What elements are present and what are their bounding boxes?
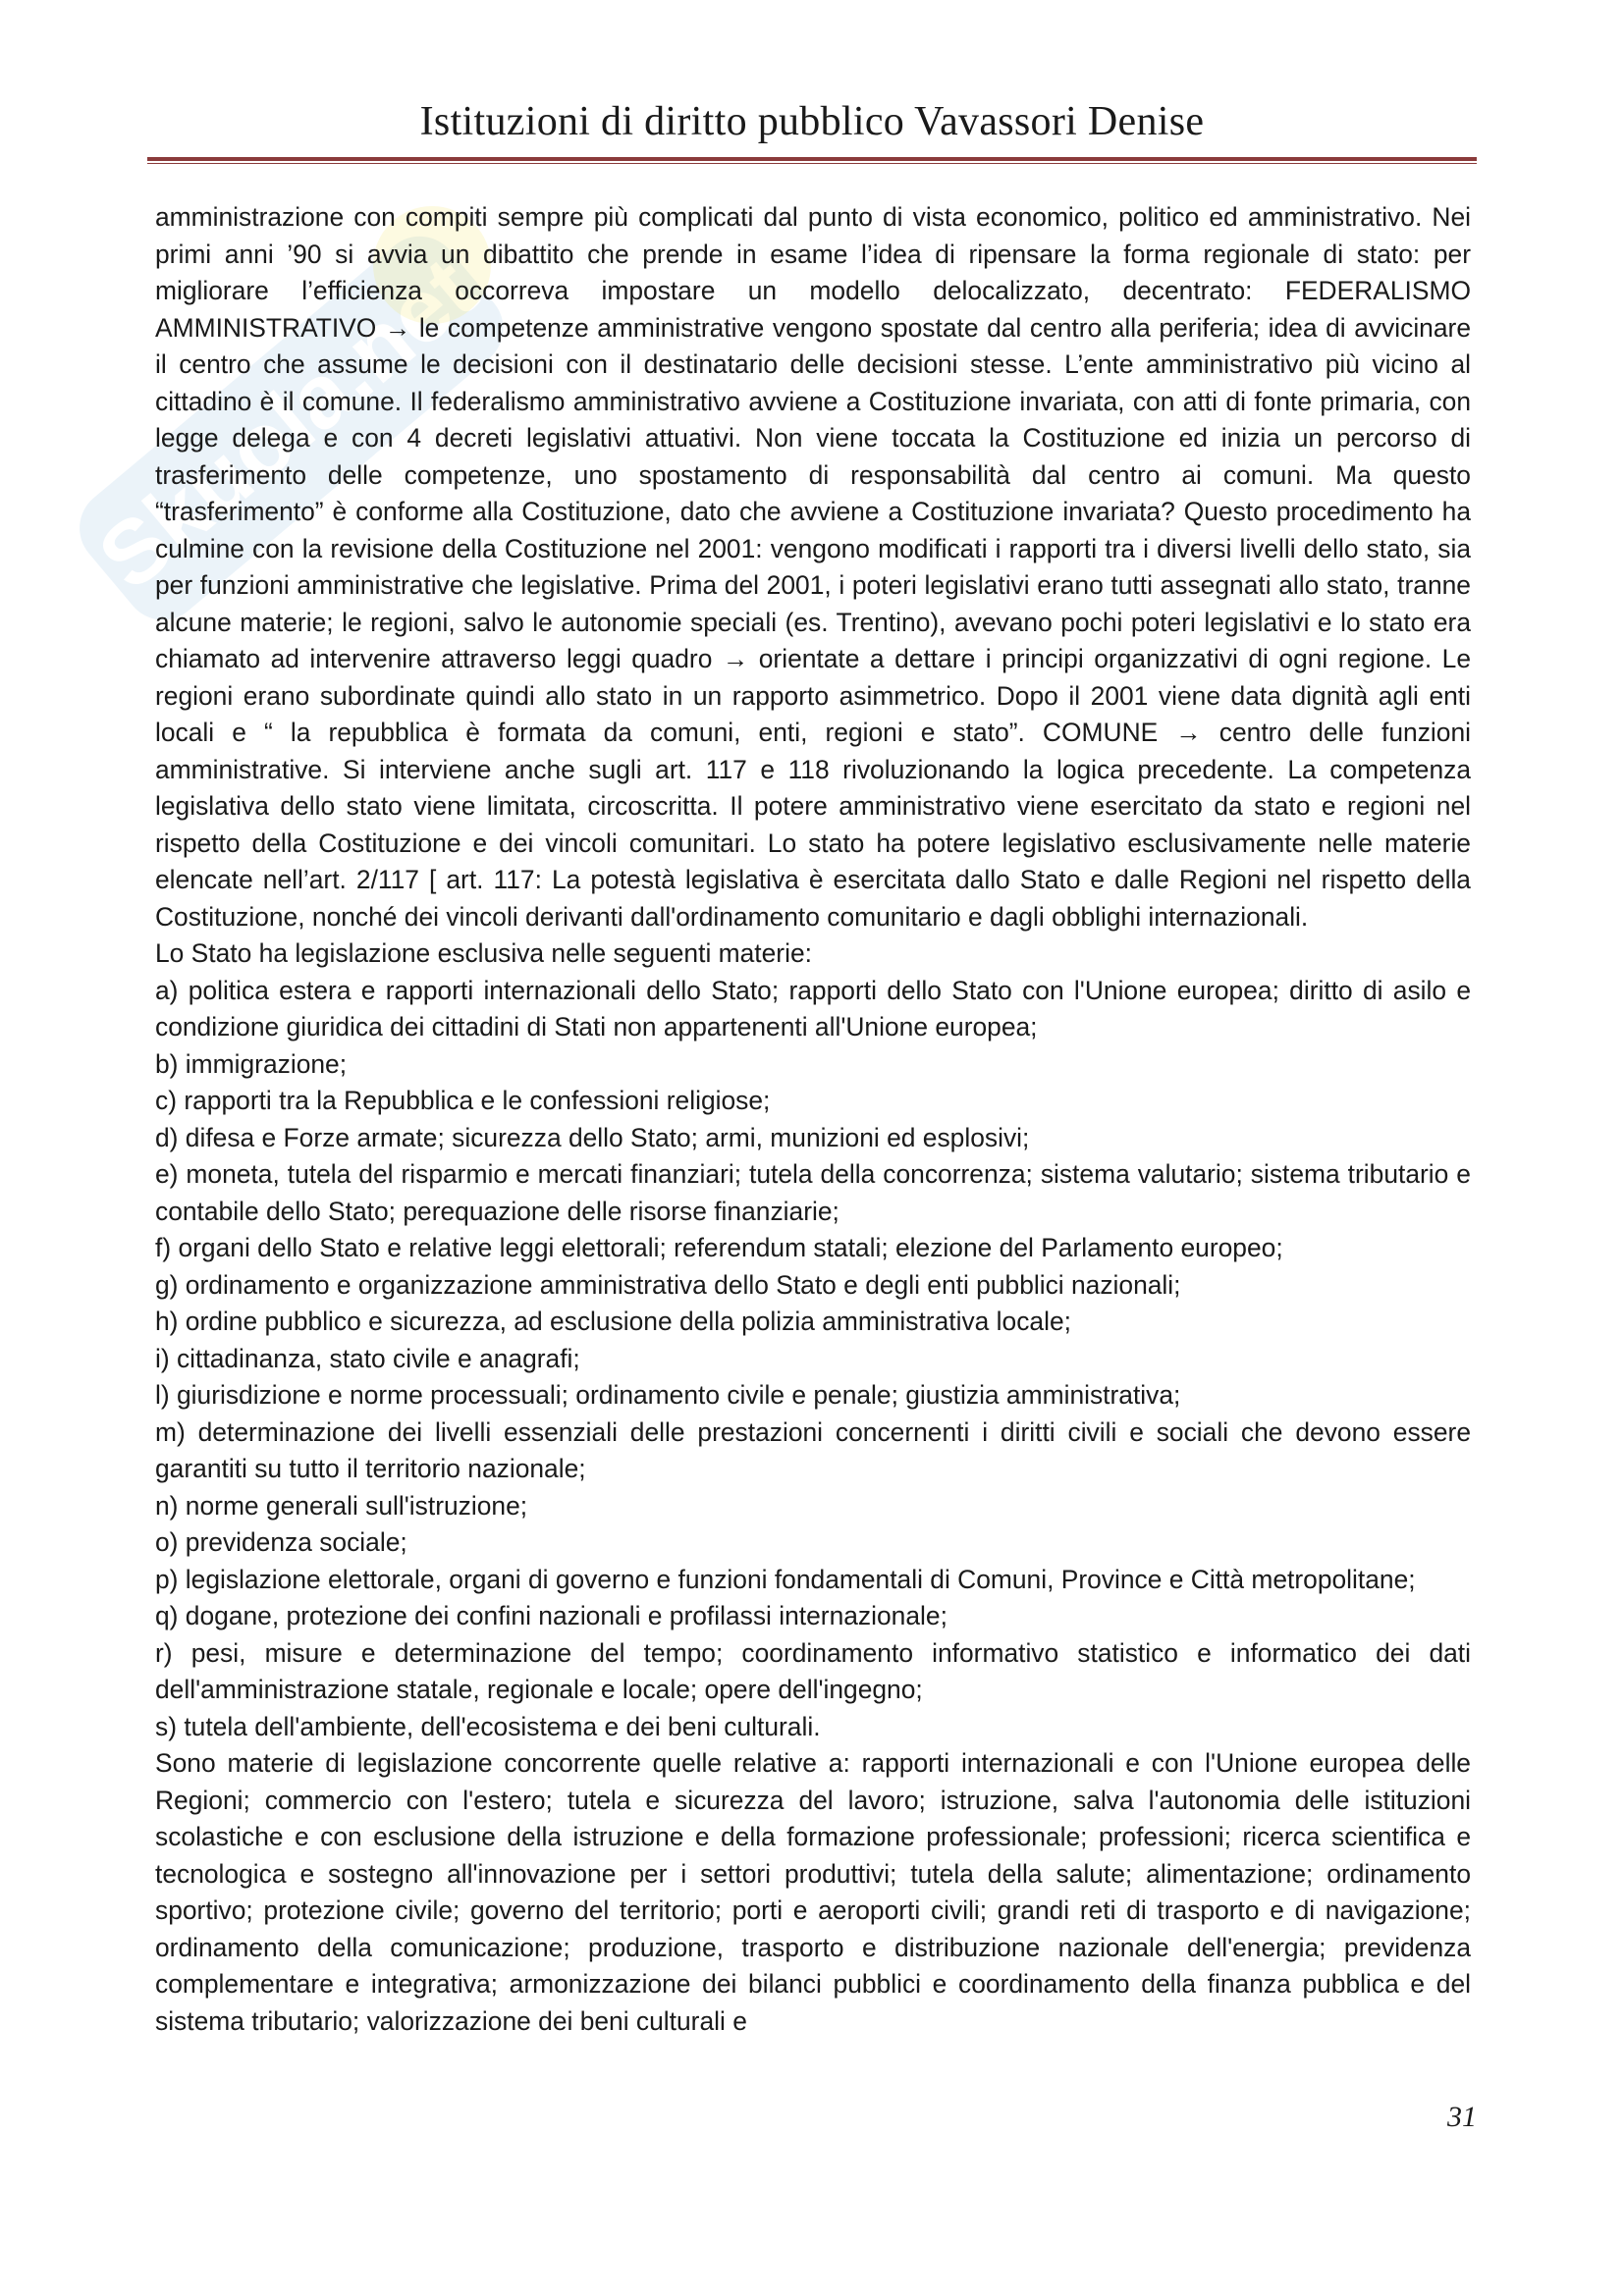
list-item: d) difesa e Forze armate; sicurezza dello Stato; armi, munizioni ed esplosivi; — [155, 1122, 1030, 1152]
list-item: l) giurisdizione e norme processuali; ordinamento civile e penale; giustizia amministrativa; — [155, 1380, 1181, 1410]
list-item: g) ordinamento e organizzazione amministrativa dello Stato e degli enti pubblici nazionali; — [155, 1269, 1181, 1300]
list-item: a) politica estera e rapporti internazionali dello Stato; rapporti dello Stato con l'Unione europea; diritto di asilo e condizione giuridica dei cittadini di Stati non appartenenti all'Unione europea; — [155, 975, 1471, 1041]
body-content — [155, 199, 1471, 2040]
list-item: o) previdenza sociale; — [155, 1527, 407, 1557]
list-item: r) pesi, misure e determinazione del tempo; coordinamento informativo statistico e informatico dei dati dell'amministrazione statale, regionale e locale; opere dell'ingegno; — [155, 1637, 1471, 1704]
list-item: h) ordine pubblico e sicurezza, ad esclusione della polizia amministrativa locale; — [155, 1307, 1071, 1336]
page-number: 31 — [1447, 2101, 1477, 2133]
list-item: s) tutela dell'ambiente, dell'ecosistema e dei beni culturali. — [155, 1711, 821, 1741]
intro-paragraph: amministrazione con compiti sempre più complicati dal punto di vista economico, politico ed amministrativo. Nei primi anni ’90 si avvia un dibattito che prende in esame l’idea di ripensare la forma regionale di stato: per migliorare l’efficienza occorreva impostare un modello delocalizzato, decentrato: FEDERALISMO AMMINISTRATIVO → le competenze amministrative vengono spostate dal centro alla periferia; idea di avvicinare il centro che assume le decisioni con il destinatario delle decisioni stesse. L’ente amministrativo più vicino al cittadino è il comune. Il federalismo amministrativo avviene a Costituzione invariata, con atti di fonte primaria, con legge delega e con 4 decreti legislativi attuativi. Non viene toccata la Costituzione ed inizia un percorso di trasferimento delle competenze, uno spostamento di responsabilità dal centro ai comuni. Ma questo “trasferimento” è conforme alla Costituzione, dato che avviene a Costituzione invariata? Questo procedimento ha culmine con la revisione della Costituzione nel 2001: vengono modificati i rapporti tra i diversi livelli dello stato, sia per funzioni amministrative che legislative. Prima del 2001, i poteri legislativi erano tutti assegnati allo stato, tranne alcune materie; le regioni, salvo le autonomie speciali (es. Trentino), avevano pochi poteri legislativi e lo stato era chiamato ad intervenire attraverso leggi quadro → orientate a dettare i principi organizzativi di ogni regione. Le regioni erano subordinate quindi allo stato in un rapporto asimmetrico. Dopo il 2001 viene data dignità agli enti locali e “ la repubblica è formata da comuni, enti, regioni e stato”. COMUNE → centro delle funzioni amministrative. Si interviene anche sugli art. 117 e 118 rivoluzionando la logica precedente. La competenza legislativa dello stato viene limitata, circoscritta. Il potere amministrativo viene esercitato da stato e regioni nel rispetto della Costituzione e dei vincoli comunitari. Lo stato ha potere legislativo esclusivamente nelle materie elencate nell’art. 2/117 [ art. 117: La potestà legislativa è esercitata dallo Stato e dalle Regioni nel rispetto della Costituzione, nonché dei vincoli derivanti dall'ordinamento comunitario e dagli obblighi internazionali. — [155, 202, 1471, 932]
concurrent-paragraph: Sono materie di legislazione concorrente quelle relative a: rapporti internazionali e con l'Unione europea delle Regioni; commercio con l'estero; tutela e sicurezza del lavoro; istruzione, salva l'autonomia delle istituzioni scolastiche e con esclusione della istruzione e della formazione professionale; professioni; ricerca scientifica e tecnologica e sostegno all'innovazione per i settori produttivi; tutela della salute; alimentazione; ordinamento sportivo; protezione civile; governo del territorio; porti e aeroporti civili; grandi reti di trasporto e di navigazione; ordinamento della comunicazione; produzione, trasporto e distribuzione nazionale dell'energia; previdenza complementare e integrativa; armonizzazione dei bilanci pubblici e coordinamento della finanza pubblica e del sistema tributario; valorizzazione dei beni culturali e — [155, 1748, 1471, 2036]
list-item: c) rapporti tra la Repubblica e le confessioni religiose; — [155, 1086, 771, 1115]
list-item: f) organi dello Stato e relative leggi elettorali; referendum statali; elezione del Parlamento europeo; — [155, 1233, 1283, 1262]
header-rule-thin — [147, 163, 1477, 164]
header-rule — [147, 157, 1477, 161]
page-header-title: Istituzioni di diritto pubblico Vavassori Denise — [419, 99, 1205, 144]
list-intro: Lo Stato ha legislazione esclusiva nelle seguenti materie: — [155, 938, 812, 968]
list-item: m) determinazione dei livelli essenziali delle prestazioni concernenti i diritti civili e sociali che devono essere garantiti su tutto il territorio nazionale; — [155, 1416, 1471, 1483]
list-item: i) cittadinanza, stato civile e anagrafi; — [155, 1343, 580, 1373]
list-item: b) immigrazione; — [155, 1048, 348, 1079]
list-item: q) dogane, protezione dei confini nazionali e profilassi internazionale; — [155, 1601, 947, 1630]
exclusive-matters-list — [155, 973, 1471, 1746]
list-item: p) legislazione elettorale, organi di governo e funzioni fondamentali di Comuni, Province e Città metropolitane; — [155, 1564, 1416, 1594]
list-item: e) moneta, tutela del risparmio e mercati finanziari; tutela della concorrenza; sistema valutario; sistema tributario e contabile dello Stato; perequazione delle risorse finanziarie; — [155, 1159, 1471, 1226]
list-item: n) norme generali sull'istruzione; — [155, 1490, 528, 1521]
watermark-text: Skuola.net — [80, 238, 495, 610]
